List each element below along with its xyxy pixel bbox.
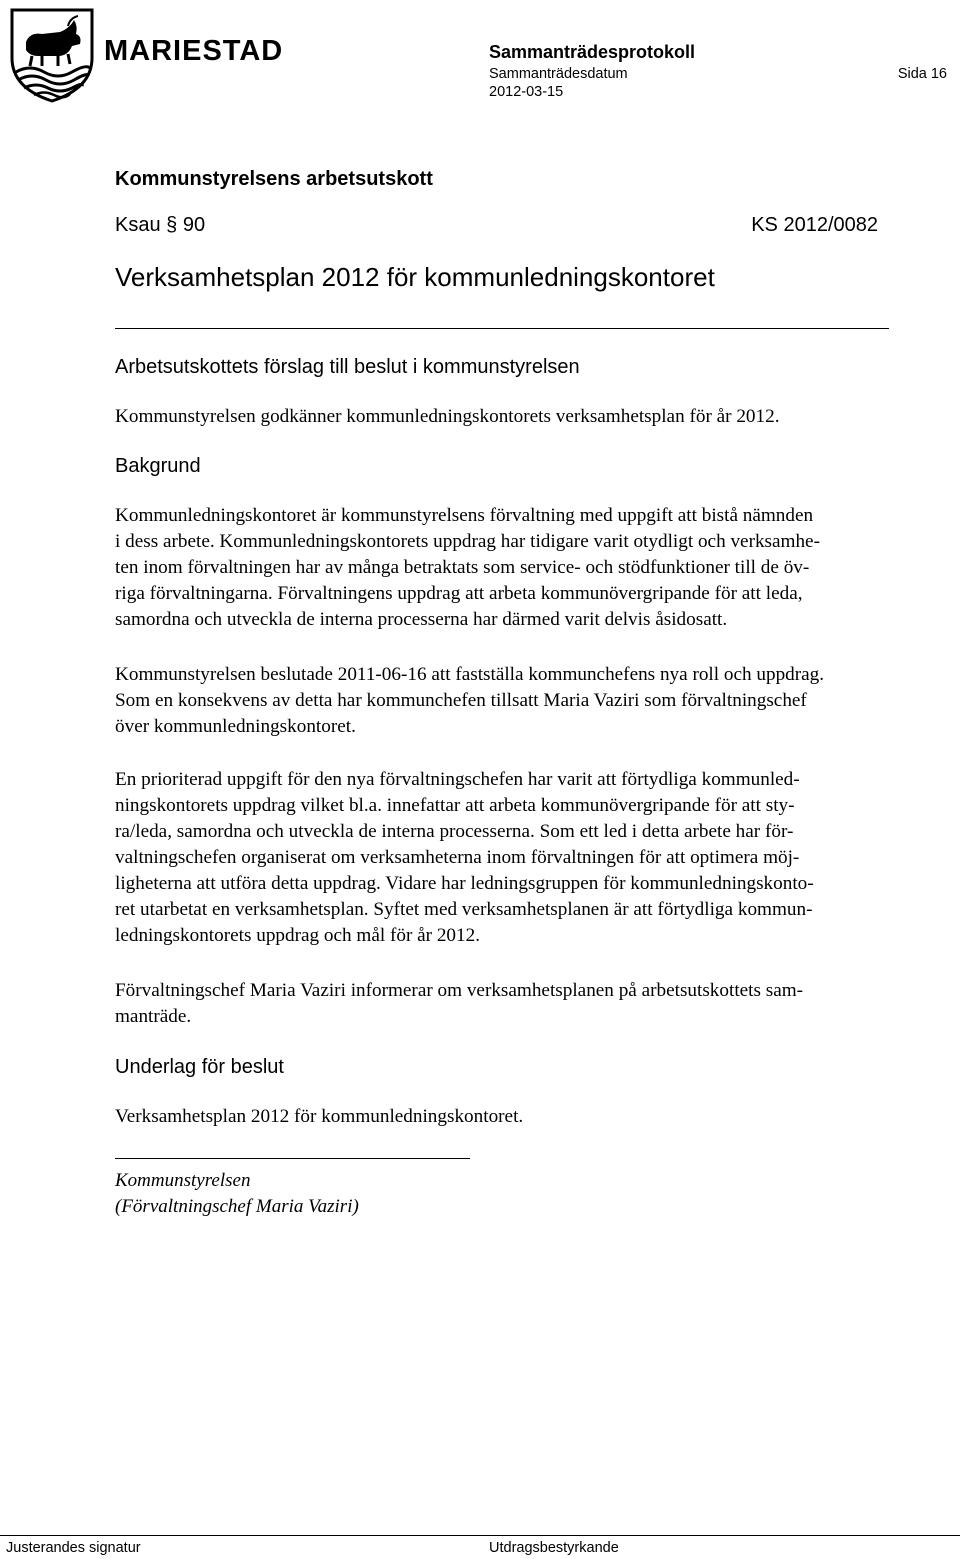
title-divider bbox=[115, 328, 889, 329]
municipality-logo-text: MARIESTAD bbox=[104, 35, 284, 67]
distribution-recipient: Kommunstyrelsen bbox=[115, 1170, 251, 1191]
proposal-heading: Arbetsutskottets förslag till beslut i kommunstyrelsen bbox=[115, 356, 580, 378]
decision-paragraph bbox=[115, 662, 951, 740]
proposal-line: Kommunstyrelsen godkänner kommunledningskontorets verksamhetsplan för år 2012. bbox=[115, 406, 780, 427]
proposal-text bbox=[115, 404, 951, 430]
case-paragraph-number: Ksau § 90 bbox=[115, 214, 206, 236]
distribution-divider bbox=[115, 1158, 470, 1159]
background-line: riga förvaltningarna. Förvaltningens uppdrag att arbeta kommunövergripande för att leda, bbox=[115, 583, 803, 604]
background-line: Kommunledningskontoret är kommunstyrelsens förvaltning med uppgift att bistå nämnden bbox=[115, 505, 814, 526]
priority-line: ligheterna att utföra detta uppdrag. Vidare har ledningsgruppen för kommunledningskonto- bbox=[115, 873, 814, 894]
footer-divider bbox=[0, 1535, 960, 1536]
footer-signature-label: Justerandes signatur bbox=[6, 1540, 141, 1556]
distribution-list bbox=[115, 1168, 359, 1220]
distribution-recipient-detail: (Förvaltningschef Maria Vaziri) bbox=[115, 1196, 359, 1217]
basis-heading: Underlag för beslut bbox=[115, 1056, 284, 1078]
decision-line: Som en konsekvens av detta har kommunchefen tillsatt Maria Vaziri som förvaltningschef bbox=[115, 690, 807, 711]
page-title: Verksamhetsplan 2012 för kommunledningskontoret bbox=[115, 262, 715, 292]
background-line: ten inom förvaltningen har av många betraktats som service- och stödfunktioner till de öv- bbox=[115, 557, 810, 578]
basis-line: Verksamhetsplan 2012 för kommunledningskontoret. bbox=[115, 1106, 524, 1127]
priority-line: valtningschefen organiserat om verksamheterna inom förvaltningen för att optimera möj- bbox=[115, 847, 800, 868]
basis-paragraph bbox=[115, 1104, 951, 1130]
background-line: samordna och utveckla de interna processerna har därmed varit delvis åsidosatt. bbox=[115, 609, 728, 630]
inform-line: manträde. bbox=[115, 1006, 192, 1027]
priority-line: ra/leda, samordna och utveckla de interna processerna. Som ett led i detta arbete har för- bbox=[115, 821, 794, 842]
priority-paragraph bbox=[115, 767, 951, 949]
inform-line: Förvaltningschef Maria Vaziri informerar om verksamhetsplanen på arbetsutskottets sam- bbox=[115, 980, 804, 1001]
page-number: Sida 16 bbox=[897, 66, 947, 82]
priority-line: En prioriterad uppgift för den nya förvaltningschefen har varit att förtydliga kommunled- bbox=[115, 769, 800, 790]
footer-certification-label: Utdragsbestyrkande bbox=[489, 1540, 619, 1556]
document-type: Sammanträdesprotokoll bbox=[489, 42, 696, 62]
priority-line: ledningskontorets uppdrag och mål för år 2012. bbox=[115, 925, 481, 946]
background-heading: Bakgrund bbox=[115, 455, 201, 477]
priority-line: ret utarbetat en verksamhetsplan. Syftet med verksamhetsplanen är att förtydliga kommun- bbox=[115, 899, 813, 920]
background-line: i dess arbete. Kommunledningskontorets uppdrag har tidigare varit otydligt och verksamhe- bbox=[115, 531, 820, 552]
priority-line: ningskontorets uppdrag vilket bl.a. innefattar att arbeta kommunövergripande för att sty- bbox=[115, 795, 795, 816]
committee-name: Kommunstyrelsens arbetsutskott bbox=[115, 168, 433, 190]
decision-line: Kommunstyrelsen beslutade 2011-06-16 att fastställa kommunchefens nya roll och uppdrag. bbox=[115, 664, 825, 685]
meeting-date-label: Sammanträdesdatum bbox=[489, 66, 628, 82]
municipal-coat-of-arms-icon bbox=[8, 6, 96, 104]
background-paragraph bbox=[115, 503, 951, 633]
meeting-date: 2012-03-15 bbox=[489, 84, 564, 100]
inform-paragraph bbox=[115, 978, 951, 1030]
decision-line: över kommunledningskontoret. bbox=[115, 716, 356, 737]
case-reference: KS 2012/0082 bbox=[751, 214, 878, 236]
